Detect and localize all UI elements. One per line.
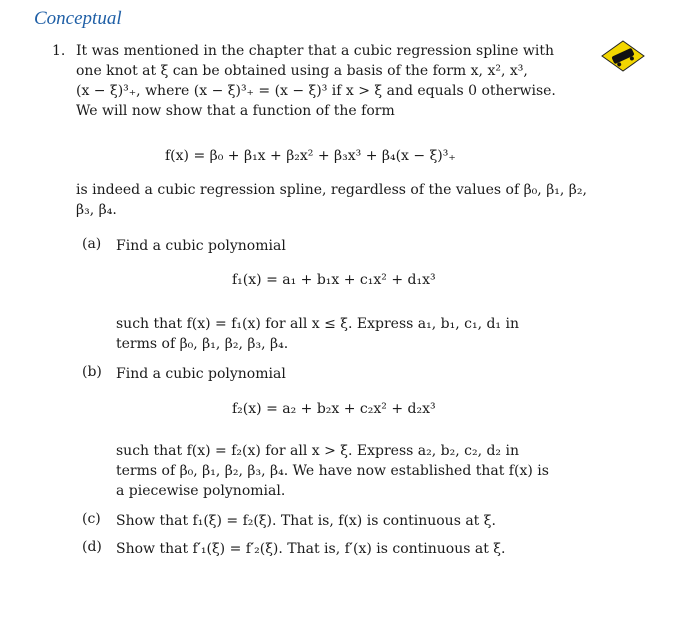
part-a-label: (a) (82, 236, 102, 252)
part-d-label: (d) (82, 539, 102, 555)
problem-intro (76, 41, 598, 121)
part-a-heading: Find a cubic polynomial (116, 238, 286, 254)
part-b-heading: Find a cubic polynomial (116, 366, 286, 382)
part-a-line: terms of β₀, β₁, β₂, β₃, β₄. (116, 336, 289, 352)
after-line: is indeed a cubic regression spline, regardless of the values of β₀, β₁, β₂, (76, 182, 587, 198)
intro-line: (x − ξ)³₊, where (x − ξ)³₊ = (x − ξ)³ if x > ξ and equals 0 otherwise. (76, 83, 556, 99)
section-title: Conceptual (34, 8, 122, 29)
part-c-label: (c) (82, 511, 101, 527)
part-d-text: Show that f′₁(ξ) = f′₂(ξ). That is, f′(x) is continuous at ξ. (116, 541, 506, 557)
part-b-formula: f₂(x) = a₂ + b₂x + c₂x² + d₂x³ (232, 401, 436, 417)
part-b-label: (b) (82, 364, 102, 380)
part-a-formula: f₁(x) = a₁ + b₁x + c₁x² + d₁x³ (232, 272, 436, 288)
intro-line: We will now show that a function of the form (76, 103, 395, 119)
part-a-line: such that f(x) = f₁(x) for all x ≤ ξ. Express a₁, b₁, c₁, d₁ in (116, 316, 519, 332)
intro-line: one knot at ξ can be obtained using a basis of the form x, x², x³, (76, 63, 528, 79)
part-b-line: such that f(x) = f₂(x) for all x > ξ. Express a₂, b₂, c₂, d₂ in (116, 443, 519, 459)
after-line: β₃, β₄. (76, 202, 117, 218)
part-c-text: Show that f₁(ξ) = f₂(ξ). That is, f(x) is continuous at ξ. (116, 513, 496, 529)
problem-number: 1. (52, 43, 66, 59)
intro-line: It was mentioned in the chapter that a cubic regression spline with (76, 43, 555, 59)
double-black-diamond-icon (601, 40, 645, 72)
main-formula: f(x) = β₀ + β₁x + β₂x² + β₃x³ + β₄(x − ξ)³₊ (165, 148, 456, 164)
part-b-line: terms of β₀, β₁, β₂, β₃, β₄. We have now established that f(x) is (116, 463, 549, 479)
problem-after-formula (76, 180, 606, 220)
part-a-body (116, 314, 519, 354)
part-b-body (116, 441, 549, 501)
part-b-line: a piecewise polynomial. (116, 483, 286, 499)
